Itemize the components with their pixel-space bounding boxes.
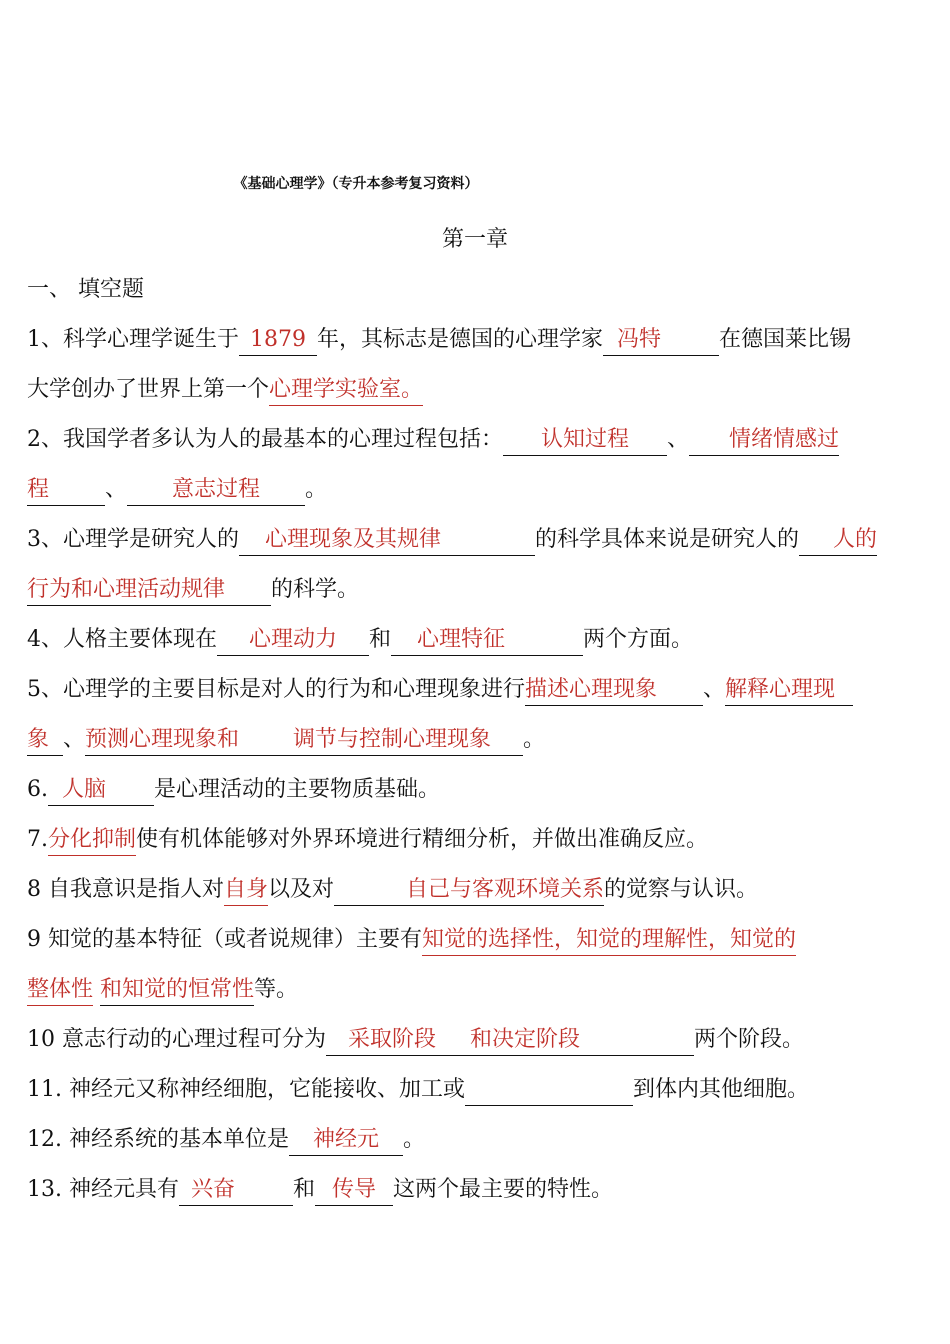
question-12-line-1 — [27, 1115, 925, 1165]
question-text: 和 — [369, 627, 392, 652]
question-text: 12. 神经系统的基本单位是 — [27, 1127, 289, 1152]
question-text: 5、心理学的主要目标是对人的行为和心理现象进行 — [27, 677, 525, 702]
answer-blank: 和决定阶段 — [458, 1025, 694, 1056]
question-9-line-1 — [27, 915, 925, 965]
answer-blank: 整体性 — [27, 975, 93, 1006]
answer-blank: 兴奋 — [179, 1175, 293, 1206]
question-text: 的科学具体来说是研究人的 — [535, 527, 800, 552]
question-4-line-1 — [27, 615, 925, 665]
question-text: 。 — [402, 1127, 425, 1152]
answer-blank: 意志过程 — [127, 475, 305, 506]
answer-blank: 心理学实验室。 — [269, 375, 423, 406]
question-text: 年，其标志是德国的心理学家 — [317, 327, 604, 352]
answer-blank: 分化抑制 — [48, 825, 136, 856]
question-text: 以及对 — [268, 877, 335, 902]
answer-blank: 自己与客观环境关系 — [334, 875, 604, 906]
question-text: 11. 神经元又称神经细胞，它能接收、加工或 — [27, 1077, 465, 1102]
answer-blank: 自身 — [224, 875, 268, 906]
question-text: 9 知觉的基本特征（或者说规律）主要有 — [27, 927, 422, 952]
question-text: 大学创办了世界上第一个 — [27, 377, 270, 402]
question-3-line-1 — [27, 515, 925, 565]
question-1-line-1 — [27, 315, 925, 365]
question-text: 1、科学心理学诞生于 — [27, 327, 239, 352]
question-text: 7. — [27, 827, 48, 852]
question-text: 两个方面。 — [583, 627, 694, 652]
empty-blank — [465, 1075, 633, 1106]
answer-blank: 解释心理现 — [725, 675, 853, 706]
answer-blank: 知觉的选择性，知觉的理解性，知觉的 — [422, 925, 796, 956]
question-text: 、 — [63, 727, 86, 752]
question-text: 、 — [703, 677, 726, 702]
answer-blank: 心理特征 — [391, 625, 583, 656]
answer-blank: 传导 — [315, 1175, 393, 1206]
answer-blank: 神经元 — [289, 1125, 403, 1156]
answer-blank: 象 — [27, 725, 63, 756]
question-list — [27, 265, 925, 1215]
question-text: 的科学。 — [271, 577, 360, 602]
question-1-line-2 — [27, 365, 925, 415]
question-text: 在德国莱比锡 — [719, 327, 852, 352]
question-text: 6. — [27, 777, 48, 802]
question-text: 使有机体能够对外界环境进行精细分析，并做出准确反应。 — [136, 827, 709, 852]
answer-blank: 采取阶段 — [326, 1025, 458, 1056]
question-text: 是心理活动的主要物质基础。 — [154, 777, 441, 802]
question-text: 10 意志行动的心理过程可分为 — [27, 1027, 326, 1052]
question-text: 和 — [292, 1177, 315, 1202]
question-text: 到体内其他细胞。 — [632, 1077, 809, 1102]
answer-blank: 行为和心理活动规律 — [27, 575, 271, 606]
question-text: 、 — [667, 427, 690, 452]
question-text: 这两个最主要的特性。 — [393, 1177, 614, 1202]
answer-blank: 和知觉的恒常性 — [100, 975, 254, 1006]
question-text: 4、人格主要体现在 — [27, 627, 217, 652]
question-10-line-1 — [27, 1015, 925, 1065]
question-2-line-2 — [27, 465, 925, 515]
answer-blank: 1879 — [239, 325, 317, 356]
question-2-line-1 — [27, 415, 925, 465]
question-7-line-1 — [27, 815, 925, 865]
question-3-line-2 — [27, 565, 925, 615]
question-text: 3、心理学是研究人的 — [27, 527, 239, 552]
chapter-heading: 第一章 — [441, 227, 508, 252]
question-text: 的觉察与认识。 — [604, 877, 759, 902]
answer-blank: 心理动力 — [217, 625, 369, 656]
answer-blank: 冯特 — [603, 325, 719, 356]
question-text: 8 自我意识是指人对 — [27, 877, 224, 902]
question-text: 等。 — [254, 977, 299, 1002]
question-9-line-2 — [27, 965, 925, 1015]
answer-blank: 认知过程 — [503, 425, 667, 456]
question-6-line-1 — [27, 765, 925, 815]
answer-blank: 心理现象及其规律 — [239, 525, 535, 556]
document-title: 《基础心理学》（专升本参考复习资料） — [233, 176, 479, 192]
answer-blank: 预测心理现象和 — [85, 725, 261, 756]
question-text: 两个阶段。 — [694, 1027, 805, 1052]
section-heading: 一、 填空题 — [27, 277, 144, 302]
answer-blank: 人脑 — [48, 775, 154, 806]
question-text: 2、我国学者多认为人的最基本的心理过程包括： — [27, 427, 503, 452]
question-11-line-1 — [27, 1065, 925, 1115]
answer-blank: 情绪情感过 — [689, 425, 839, 456]
question-8-line-1 — [27, 865, 925, 915]
question-text: 13. 神经元具有 — [27, 1177, 179, 1202]
question-text: 。 — [523, 727, 546, 752]
answer-blank: 描述心理现象 — [525, 675, 703, 706]
answer-blank: 人的 — [799, 525, 877, 556]
answer-blank: 调节与控制心理现象 — [261, 725, 523, 756]
question-13-line-1 — [27, 1165, 925, 1215]
question-text: 、 — [105, 477, 128, 502]
question-5-line-2 — [27, 715, 925, 765]
question-text: 。 — [305, 477, 328, 502]
answer-blank: 程 — [27, 475, 105, 506]
question-5-line-1 — [27, 665, 925, 715]
